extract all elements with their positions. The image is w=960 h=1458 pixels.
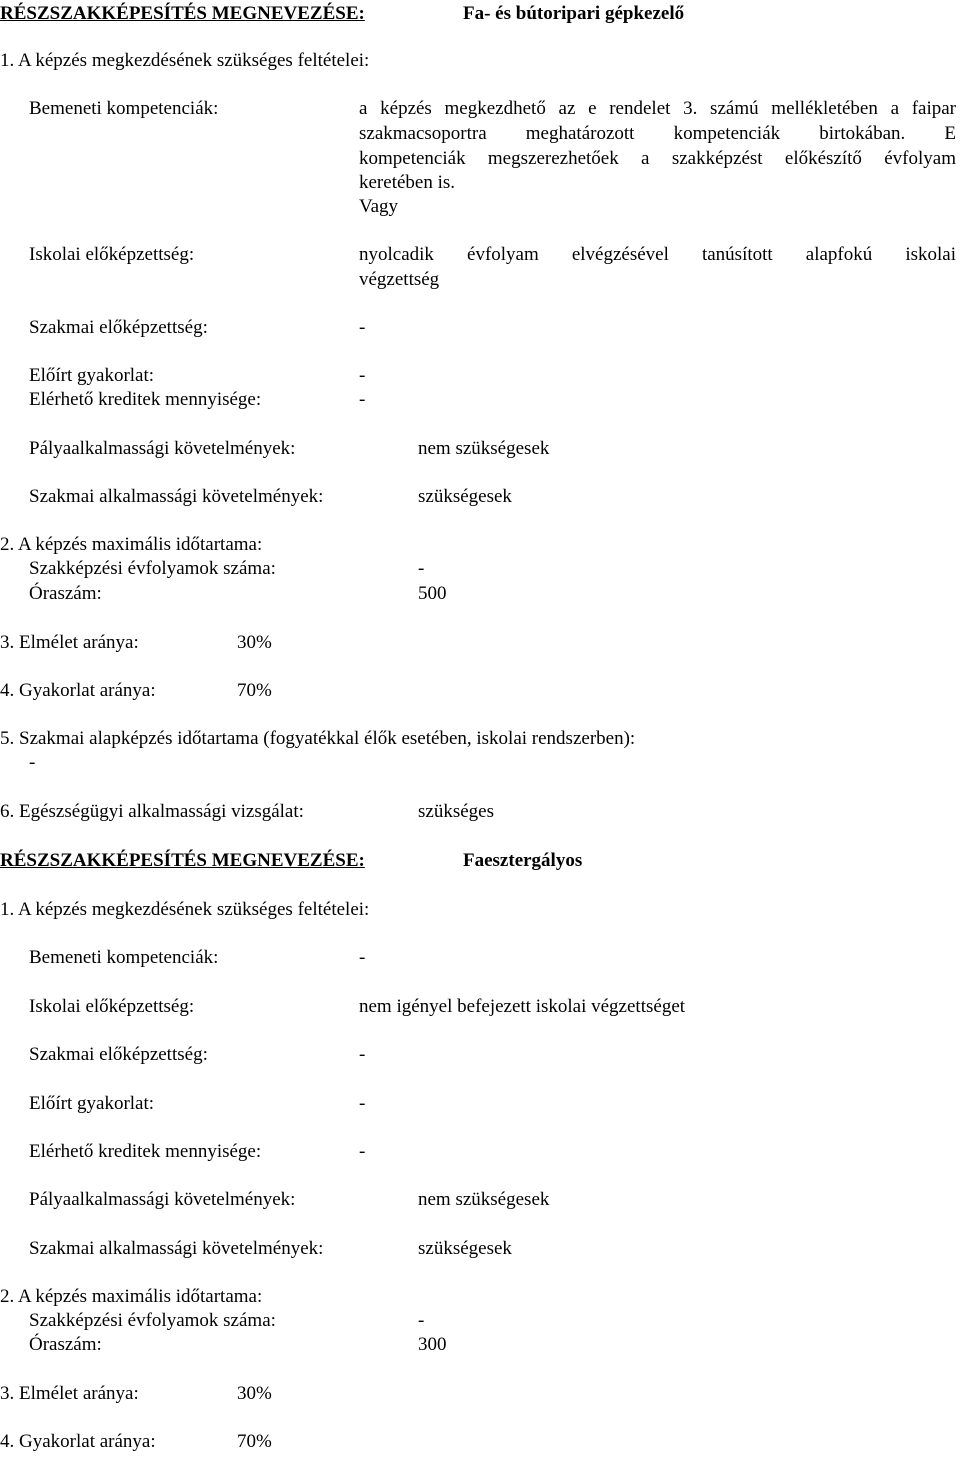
section1-kredit-value: - (359, 389, 366, 410)
section1-szakalk-label: Szakmai alkalmassági követelmények: (29, 486, 324, 507)
section2-szakmai-elo-value: - (359, 1044, 366, 1065)
section1-bemeneti-line: keretében is. (359, 172, 456, 193)
section1-kredit-label: Elérhető kreditek mennyisége: (29, 389, 262, 410)
section1-evfolyam-label: Szakképzési évfolyamok száma: (29, 558, 276, 579)
section2-item4-value: 70% (237, 1431, 272, 1452)
section1-iskolai-label: Iskolai előképzettség: (29, 244, 195, 265)
section1-item5-title: 5. Szakmai alapképzés időtartama (fogyatékkal élők esetében, iskolai rendszerben): (0, 728, 636, 749)
section2-item1-title: 1. A képzés megkezdésének szükséges feltételei: (0, 899, 370, 920)
section2-szakalk-label: Szakmai alkalmassági követelmények: (29, 1238, 324, 1259)
section2-item3-label: 3. Elmélet aránya: (0, 1383, 139, 1404)
section1-szakmai-elo-value: - (359, 317, 366, 338)
section1-bemeneti-line: kompetenciák megszerezhetőek a szakképzést előkészítő évfolyam (359, 148, 956, 169)
section1-bemeneti-line: a képzés megkezdhető az e rendelet 3. számú mellékletében a faipar (359, 98, 956, 119)
section2-palya-value: nem szükségesek (418, 1189, 550, 1210)
section1-oraszam-value: 500 (418, 583, 447, 604)
section2-kredit-value: - (359, 1141, 366, 1162)
section2-evfolyam-value: - (418, 1310, 425, 1331)
section1-oraszam-label: Óraszám: (29, 583, 102, 604)
section1-iskolai-line: végzettség (359, 269, 440, 290)
section1-bemeneti-line: szakmacsoportra meghatározott kompetenciák birtokában. E (359, 123, 956, 144)
section1-eloirt-value: - (359, 365, 366, 386)
section2-header-value: Faesztergályos (463, 850, 583, 871)
section1-item1-title: 1. A képzés megkezdésének szükséges feltételei: (0, 50, 370, 71)
section1-eloirt-label: Előírt gyakorlat: (29, 365, 155, 386)
section2-item3-value: 30% (237, 1383, 272, 1404)
section1-iskolai-line: nyolcadik évfolyam elvégzésével tanúsított alapfokú iskolai (359, 244, 956, 265)
section1-evfolyam-value: - (418, 558, 425, 579)
section1-item6-label: 6. Egészségügyi alkalmassági vizsgálat: (0, 801, 304, 822)
section2-oraszam-label: Óraszám: (29, 1334, 102, 1355)
section1-item2-title: 2. A képzés maximális időtartama: (0, 534, 263, 555)
section1-bemeneti-label: Bemeneti kompetenciák: (29, 98, 219, 119)
section1-item4-label: 4. Gyakorlat aránya: (0, 680, 156, 701)
section2-iskolai-label: Iskolai előképzettség: (29, 996, 195, 1017)
section1-vagy: Vagy (359, 196, 399, 217)
section1-item3-label: 3. Elmélet aránya: (0, 632, 139, 653)
section2-eloirt-value: - (359, 1093, 366, 1114)
section2-item2-title: 2. A képzés maximális időtartama: (0, 1286, 263, 1307)
section1-szakmai-elo-label: Szakmai előképzettség: (29, 317, 208, 338)
section2-item4-label: 4. Gyakorlat aránya: (0, 1431, 156, 1452)
section2-szakmai-elo-label: Szakmai előképzettség: (29, 1044, 208, 1065)
section2-oraszam-value: 300 (418, 1334, 447, 1355)
section1-item6-value: szükséges (418, 801, 494, 822)
section2-header-label: RÉSZSZAKKÉPESÍTÉS MEGNEVEZÉSE: (0, 850, 365, 871)
section2-palya-label: Pályaalkalmassági követelmények: (29, 1189, 296, 1210)
section1-szakalk-value: szükségesek (418, 486, 512, 507)
section2-szakalk-value: szükségesek (418, 1238, 512, 1259)
section1-item4-value: 70% (237, 680, 272, 701)
section2-kredit-label: Elérhető kreditek mennyisége: (29, 1141, 262, 1162)
section1-palya-label: Pályaalkalmassági követelmények: (29, 438, 296, 459)
section1-header-label: RÉSZSZAKKÉPESÍTÉS MEGNEVEZÉSE: (0, 3, 365, 24)
section1-palya-value: nem szükségesek (418, 438, 550, 459)
section1-item3-value: 30% (237, 632, 272, 653)
section1-header-value: Fa- és bútoripari gépkezelő (463, 3, 685, 24)
section2-bemeneti-value: - (359, 947, 366, 968)
section2-iskolai-value: nem igényel befejezett iskolai végzettséget (359, 996, 686, 1017)
section2-eloirt-label: Előírt gyakorlat: (29, 1093, 155, 1114)
section2-bemeneti-label: Bemeneti kompetenciák: (29, 947, 219, 968)
section1-item5-value: - (29, 752, 36, 773)
section2-evfolyam-label: Szakképzési évfolyamok száma: (29, 1310, 276, 1331)
